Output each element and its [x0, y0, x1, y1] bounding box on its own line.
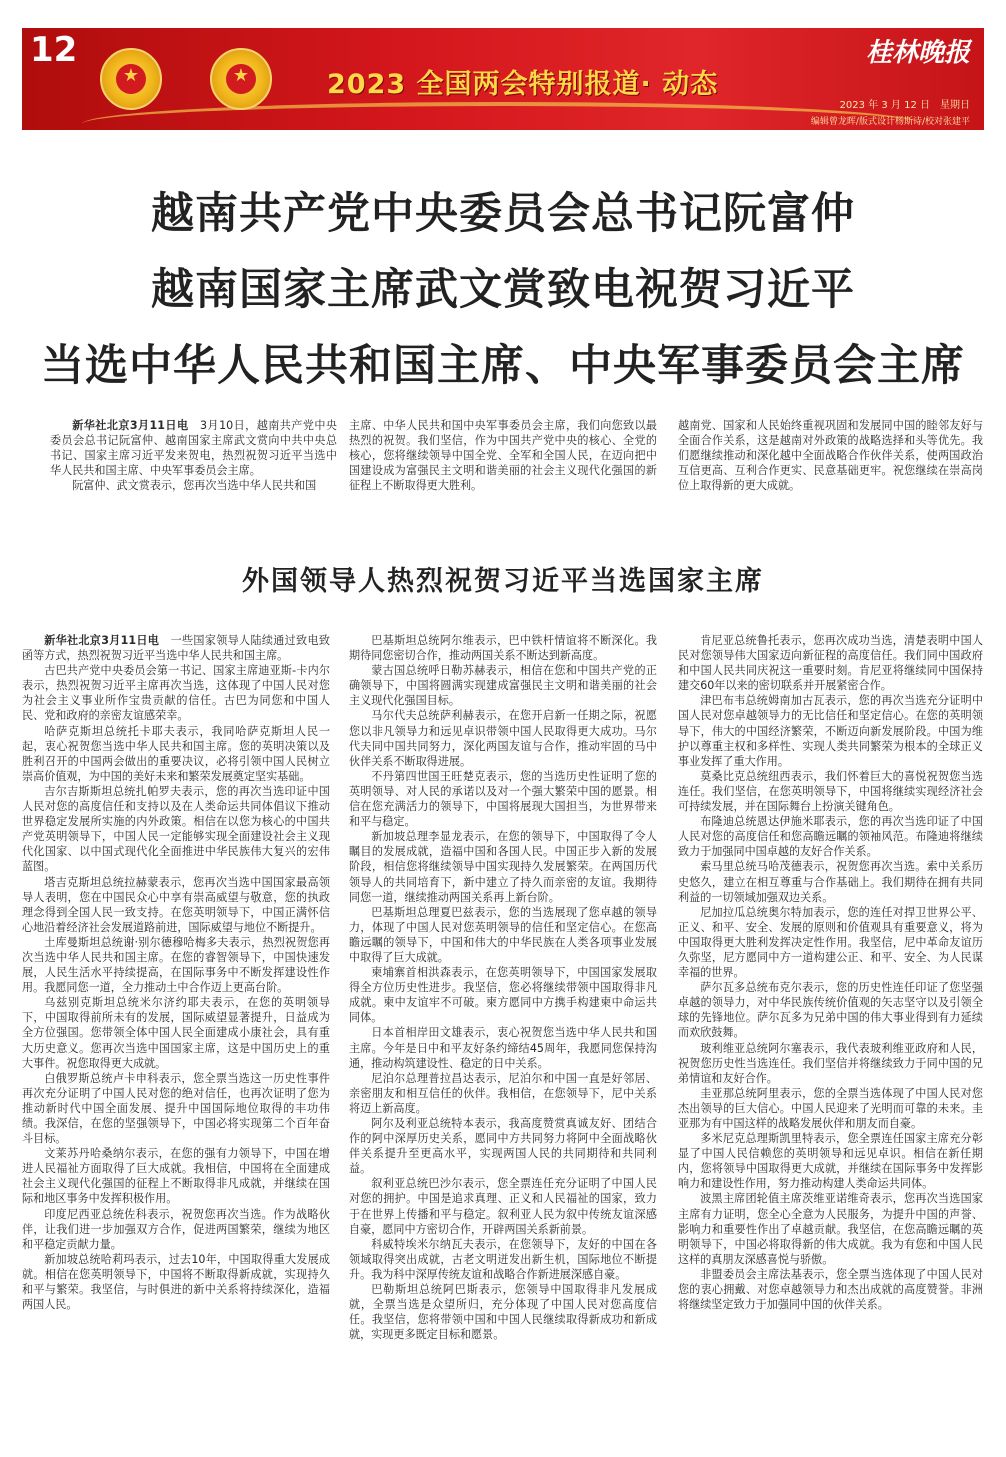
- article2-paragraph: 哈萨克斯坦总统托卡耶夫表示，我同哈萨克斯坦人民一起，衷心祝贺您当选中华人民共和国主席。您的英明决策以及胜利召开的中国两会做出的重要决议，必将引领中国人民树立崇高价值观，为中国的美好未来和繁荣发展奠定坚实基础。: [22, 724, 330, 783]
- headline-line-2: 越南国家主席武文赏致电祝贺习近平: [151, 265, 855, 315]
- article2-paragraph: 布隆迪总统恩达伊施米耶表示，您的再次当选印证了中国人民对您的高度信任和您高瞻远瞩的领袖风范。布隆迪将继续致力于加强同中国卓越的友好合作关系。: [678, 815, 983, 859]
- article1-column-2: [349, 418, 657, 493]
- article2-paragraph: 多米尼克总理斯凯里特表示，您全票连任国家主席充分彰显了中国人民信赖您的英明领导和远见卓识。相信在新任期内，您将领导中国取得更大成就，并继续在国际事务中发挥影响力和建设性作用，努力推动构建人类命运共同体。: [678, 1132, 983, 1191]
- article2-paragraph: 白俄罗斯总统卢卡申科表示，您全票当选这一历史性事件再次充分证明了中国人民对您的绝对信任，也再次证明了您为推动新时代中国全面发展、提升中国国际地位取得的丰功伟绩。我深信，在您的坚强领导下，中国必将实现第二个百年奋斗目标。: [22, 1071, 330, 1146]
- article2-column-3: [678, 633, 983, 1312]
- article1-paragraph: 越南党、国家和人民始终重视巩固和发展同中国的睦邻友好与全面合作关系，这是越南对外政策的战略选择和头等优先。我们愿继续推动和深化越中全面战略合作伙伴关系，使两国政治互信更高、互利合作更实、民意基础更牢。祝您继续在崇高岗位上取得新的更大成就。: [678, 419, 983, 493]
- decorative-swoosh: [82, 102, 922, 130]
- banner-title: 2023 全国两会特别报道· 动态: [327, 69, 719, 100]
- article1-column-1: [50, 418, 337, 493]
- headline-line-1: 越南共产党中央委员会总书记阮富仲: [151, 189, 855, 239]
- cppcc-emblem-icon: ★: [210, 48, 272, 110]
- article2-paragraph: 阿尔及利亚总统特本表示，我高度赞赏真诚友好、团结合作的阿中深厚历史关系，愿同中方共同努力将阿中全面战略伙伴关系提升至更高水平，实现两国人民的共同期待和共同利益。: [349, 1117, 657, 1176]
- article2-paragraph: 文莱苏丹哈桑纳尔表示，在您的强有力领导下，中国在增进人民福祉方面取得了巨大成就。我相信，中国将在全面建成社会主义现代化强国的征程上不断取得非凡成就，并继续在国际和地区事务中发挥积极作用。: [22, 1147, 330, 1206]
- article2-paragraph: 柬埔寨首相洪森表示，在您英明领导下，中国国家发展取得全方位历史性进步。我坚信，您必将继续带领中国取得非凡成就。柬中友谊牢不可破。柬方愿同中方携手构建柬中命运共同体。: [349, 966, 657, 1025]
- article2-paragraph: 肯尼亚总统鲁托表示，您再次成功当选，清楚表明中国人民对您领导伟大国家迈向新征程的高度信任。我们同中国政府和中国人民共同庆祝这一重要时刻。肯尼亚将继续同中国保持建交60年以来的密切联系并开展紧密合作。: [678, 634, 983, 693]
- article2-paragraph: 古巴共产党中央委员会第一书记、国家主席迪亚斯-卡内尔表示，热烈祝贺习近平主席再次当选，这体现了中国人民对您为社会主义事业所作宝贵贡献的信任。古巴为同您和中国人民、党和政府的亲密友谊感荣幸。: [22, 664, 330, 723]
- article2-paragraph: 一些国家领导人陆续通过致电致函等方式，热烈祝贺习近平当选中华人民共和国主席。: [22, 634, 330, 663]
- issue-date: 2023 年 3 月 12 日 星期日: [839, 100, 970, 111]
- article2-paragraph: 圭亚那总统阿里表示，您的全票当选体现了中国人民对您杰出领导的巨大信心。中国人民迎来了光明而可靠的未来。圭亚那为有中国这样的战略发展伙伴和朋友而自豪。: [678, 1086, 983, 1130]
- article2-paragraph: 萨尔瓦多总统布克尔表示，您的历史性连任印证了您坚强卓越的领导力，对中华民族传统价值观的矢志坚守以及引领全球的先锋地位。萨尔瓦多为兄弟中国的伟大事业得到有力延续而欢欣鼓舞。: [678, 981, 983, 1040]
- article2-paragraph: 非盟委员会主席法基表示，您全票当选体现了中国人民对您的衷心拥戴、对您卓越领导力和杰出成就的高度赞誉。非洲将继续坚定致力于加强同中国的伙伴关系。: [678, 1267, 983, 1312]
- article1-paragraph: 阮富仲、武文赏表示，您再次当选中华人民共和国: [72, 479, 317, 493]
- article2-column-1: [22, 633, 330, 1312]
- national-emblem-icon: ★: [100, 48, 162, 110]
- article2-paragraph: 马尔代夫总统萨利赫表示，在您开启新一任期之际，祝愿您以非凡领导力和远见卓识带领中国人民取得更大成功。马尔代夫同中国共同努力，深化两国友谊与合作，推动牢固的马中伙伴关系不断取得进展。: [349, 709, 657, 768]
- newspaper-brand-logo: 桂林晚报: [865, 38, 970, 68]
- article2-paragraph: 巴基斯坦总理夏巴兹表示，您的当选展现了您卓越的领导力，体现了中国人民对您英明领导的信任和坚定信心。在您高瞻远瞩的领导下，中国和伟大的中华民族在人类各项事业发展中取得了巨大成就。: [349, 905, 657, 964]
- article2-column-2: [349, 633, 657, 1342]
- article2-paragraph: 莫桑比克总统纽西表示，我们怀着巨大的喜悦祝贺您当选连任。我们坚信，在您英明领导下，中国将继续实现经济社会可持续发展，并在国际舞台上扮演关键角色。: [678, 769, 983, 814]
- article2-paragraph: 新加坡总理李显龙表示，在您的领导下，中国取得了令人瞩目的发展成就，造福中国和各国人民。中国正步入新的发展阶段，相信您将继续领导中国实现持久发展繁荣。在两国历代领导人的共同培育下，新中建立了持久而亲密的友谊。我期待同您一道，继续推动两国关系再上新台阶。: [349, 830, 657, 904]
- article2-paragraph: 波黑主席团轮值主席茨维亚诺维奇表示，您再次当选国家主席有力证明，您全心全意为人民服务，为提升中国的声誉、影响力和重要性作出了卓越贡献。我坚信，在您高瞻远瞩的英明领导下，中国必将取得新的伟大成就。我为有您和中国人民这样的真朋友深感喜悦与骄傲。: [678, 1192, 983, 1266]
- article2-dateline: 新华社北京3月11日电: [44, 634, 160, 647]
- article2-paragraph: 土库曼斯坦总统谢·别尔德穆哈梅多夫表示，热烈祝贺您再次当选中华人民共和国主席。在您的睿智领导下，中国快速发展，人民生活水平持续提高，在国际事务中不断发挥建设性作用。我愿同您一道，全力推动土中合作迈上更高台阶。: [22, 935, 330, 995]
- headline-line-3: 当选中华人民共和国主席、中央军事委员会主席: [41, 341, 965, 391]
- article2-paragraph: 尼加拉瓜总统奥尔特加表示，您的连任对捍卫世界公平、正义、和平、安全、发展的原则和价值观具有重要意义，将为中国取得更大胜利发挥决定性作用。我坚信，尼中革命友谊历久弥坚，尼方愿同中方一道构建公正、和平、安全、为人民谋幸福的世界。: [678, 905, 983, 980]
- article2-paragraph: 蒙古国总统呼日勒苏赫表示，相信在您和中国共产党的正确领导下，中国将圆满实现建成富强民主文明和谐美丽的社会主义现代化强国目标。: [349, 664, 657, 708]
- article2-paragraph: 乌兹别克斯坦总统米尔济约耶夫表示，在您的英明领导下，中国取得前所未有的发展，国际威望显著提升，日益成为全方位强国。您带领全体中国人民全面建成小康社会，具有重大历史意义。您再次当选中国国家主席，这是中国历史上的重大事件。祝您取得更大成就。: [22, 996, 330, 1070]
- masthead: [22, 28, 984, 130]
- article2-paragraph: 吉尔吉斯斯坦总统扎帕罗夫表示，您的再次当选印证中国人民对您的高度信任和支持以及在人类命运共同体倡议下推动世界稳定发展所实施的内外政策。相信在以您为核心的中国共产党英明领导下，中国人民一定能够实现全面建设社会主义现代化国家、以中国式现代化全面推进中华民族伟大复兴的宏伟蓝图。: [22, 784, 330, 874]
- article2-paragraph: 津巴布韦总统姆南加古瓦表示，您的再次当选充分证明中国人民对您卓越领导力的无比信任和坚定信心。在您的英明领导下，伟大的中国经济繁荣，不断迈向新发展阶段。中国为维护以尊重主权和多样性、实现人类共同繁荣为根本的全球正义事业发挥了重大作用。: [678, 694, 983, 768]
- article2-paragraph: 尼泊尔总理普拉昌达表示，尼泊尔和中国一直是好邻居、亲密朋友和相互信任的伙伴。我相信，在您领导下，尼中关系将迈上新高度。: [349, 1071, 657, 1115]
- article2-headline: 外国领导人热烈祝贺习近平当选国家主席: [242, 566, 764, 597]
- article2-paragraph: 塔吉克斯坦总统拉赫蒙表示，您再次当选中国国家最高领导人表明，您在中国民众心中享有崇高威望与敬意，您的执政理念得到全国人民一致支持。在您英明领导下，中国正满怀信心地沿着经济社会发展道路前进，国际威望与地位不断提升。: [22, 875, 330, 934]
- article2-paragraph: 叙利亚总统巴沙尔表示，您全票连任充分证明了中国人民对您的拥护。中国是追求真理、正义和人民福祉的国家，致力于在世界上传播和平与稳定。叙利亚人民为叙中传统友谊深感自豪，愿同中方密切合作，开辟两国关系新前景。: [349, 1177, 657, 1236]
- article2-paragraph: 玻利维亚总统阿尔塞表示，我代表玻利维亚政府和人民，祝贺您历史性当选连任。我们坚信并将继续致力于同中国的兄弟情谊和友好合作。: [678, 1041, 983, 1085]
- article2-paragraph: 巴勒斯坦总统阿巴斯表示，您领导中国取得非凡发展成就，全票当选是众望所归，充分体现了中国人民对您高度信任。我坚信，您将带领中国和中国人民继续取得新成功和新成就，实现更多既定目标和愿景。: [349, 1283, 657, 1342]
- article1-dateline: 新华社北京3月11日电: [72, 419, 189, 432]
- article2-paragraph: 科威特埃米尔纳瓦夫表示，在您领导下，友好的中国在各领域取得突出成就，古老文明迸发出新生机，国际地位不断提升。我为科中深厚传统友谊和战略合作新进展深感自豪。: [349, 1237, 657, 1281]
- article1-column-3: [678, 418, 983, 493]
- article2-paragraph: 索马里总统马哈茂德表示，祝贺您再次当选。索中关系历史悠久，建立在相互尊重与合作基础上。我们期待在拥有共同利益的一切领域加强双边关系。: [678, 860, 983, 904]
- article2-paragraph: 巴基斯坦总统阿尔维表示，巴中铁杆情谊将不断深化。我期待同您密切合作，推动两国关系不断达到新高度。: [349, 634, 657, 663]
- article2-paragraph: 日本首相岸田文雄表示，衷心祝贺您当选中华人民共和国主席。今年是日中和平友好条约缔结45周年，我愿同您保持沟通，推动构筑建设性、稳定的日中关系。: [349, 1026, 657, 1070]
- article1-paragraph: 主席、中华人民共和国中央军事委员会主席，我们向您致以最热烈的祝贺。我们坚信，作为中国共产党中央的核心、全党的核心，您将继续领导中国全党、全军和全国人民，在迈向把中国建设成为富强民主文明和谐美丽的社会主义现代化强国的新征程上不断取得更大胜利。: [349, 419, 657, 493]
- article2-paragraph: 不丹第四世国王旺楚克表示，您的当选历史性证明了您的英明领导、对人民的承诺以及对一个强大繁荣中国的愿景。相信在您充满活力的领导下，中国将展现大国担当，为世界带来和平与稳定。: [349, 769, 657, 829]
- article1-paragraph: 3月10日，越南共产党中央委员会总书记阮富仲、越南国家主席武文赏向中共中央总书记、国家主席习近平发来贺电，热烈祝贺习近平当选中华人民共和国主席、中央军事委员会主席。: [50, 419, 337, 478]
- article2-paragraph: 新加坡总统哈莉玛表示，过去10年，中国取得重大发展成就。相信在您英明领导下，中国将不断取得新成就，实现持久和平与繁荣。我坚信，与时俱进的新中关系将持续深化，造福两国人民。: [22, 1252, 330, 1312]
- article2-paragraph: 印度尼西亚总统佐科表示，祝贺您再次当选。作为战略伙伴，让我们进一步加强双方合作，促进两国繁荣，继续为地区和平稳定贡献力量。: [22, 1207, 330, 1251]
- page-number: 12: [30, 30, 78, 70]
- editor-credits: 编辑曾龙晖/版式设计杨斯诗/校对张建平: [810, 117, 970, 127]
